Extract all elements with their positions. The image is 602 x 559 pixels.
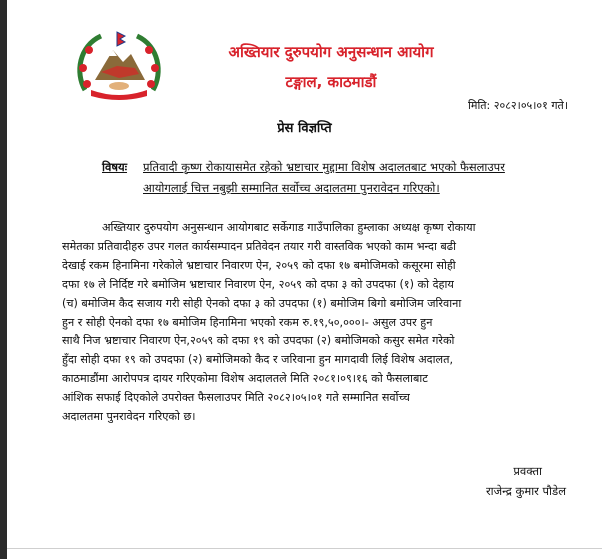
nepal-emblem-icon xyxy=(73,28,165,102)
body-line: दफा १७ ले निर्दिष्ट गरे बमोजिम भ्रष्टाचार निवारण ऐन, २०५९ को दफा ३ को उपदफा (१) को देहाय xyxy=(62,277,454,291)
signatory-name: राजेन्द्र कुमार पौडेल xyxy=(485,484,566,498)
document-page xyxy=(7,0,602,559)
organization-name: अख्तियार दुरुपयोग अनुसन्धान आयोग xyxy=(228,43,434,61)
subject-label: विषयः xyxy=(102,160,128,174)
body-paragraph xyxy=(62,219,562,427)
body-line: आंशिक सफाई दिएकोले उपरोक्त फैसलाउपर मिति २०८२।०५।०१ गते सम्मानित सर्वोच्च xyxy=(62,391,410,405)
page-bottom-divider xyxy=(7,548,602,549)
body-line: देखाई रकम हिनामिना गरेकोले भ्रष्टाचार निवारण ऐन, २०५९ को दफा १७ बमोजिमको कसूरमा सोही xyxy=(62,258,456,272)
subject-line-1: प्रतिवादी कृष्ण रोकायासमेत रहेको भ्रष्टाचार मुद्दामा विशेष अदालतबाट भएको फैसलाउपर xyxy=(143,160,505,174)
body-line: हुन र सोही ऐनको दफा १७ बमोजिम हिनामिना भएको रकम रु.१९,५०,०००।- असुल उपर हुन xyxy=(62,315,433,329)
issue-date: मिति: २०८२।०५।०१ गते। xyxy=(468,99,568,112)
subject-line-2: आयोगलाई चित्त नबुझी सम्मानित सर्वोच्च अदालतमा पुनरावेदन गरिएको। xyxy=(143,181,440,195)
body-line: अख्तियार दुरुपयोग अनुसन्धान आयोगबाट सर्केगाड गाउँपालिका हुम्लाका अध्यक्ष कृष्ण रोकाया xyxy=(102,221,476,234)
body-line: काठमाडौंमा आरोपपत्र दायर गरिएकोमा विशेष अदालतले मिति २०८१।०९।१६ को फैसलाबाट xyxy=(62,372,428,386)
body-line: (च) बमोजिम कैद सजाय गरी सोही ऐनको दफा ३ को उपदफा (१) बमोजिम बिगो बमोजिम जरिवाना xyxy=(62,296,462,310)
document-title: प्रेस विज्ञप्ति xyxy=(277,121,332,136)
body-line: साथै निज भ्रष्टाचार निवारण ऐन,२०५९ को दफा १९ को उपदफा (२) बमोजिमको कसुर समेत गरेको xyxy=(62,334,455,348)
body-line: समेतका प्रतिवादीहरु उपर गलत कार्यसम्पादन प्रतिवेदन तयार गरी वास्तविक भएको काम भन्दा बढी xyxy=(62,239,456,253)
signatory-role: प्रवक्ता xyxy=(513,464,542,478)
body-line: अदालतमा पुनरावेदन गरिएको छ। xyxy=(62,410,196,424)
organization-address: टङ्गाल, काठमाडौं xyxy=(285,73,377,91)
viewer-left-edge xyxy=(0,0,7,559)
body-line: हुँदा सोही दफा १९ को उपदफा (२) बमोजिमको कैद र जरिवाना हुन मागदावी लिई विशेष अदालत, xyxy=(62,353,454,367)
